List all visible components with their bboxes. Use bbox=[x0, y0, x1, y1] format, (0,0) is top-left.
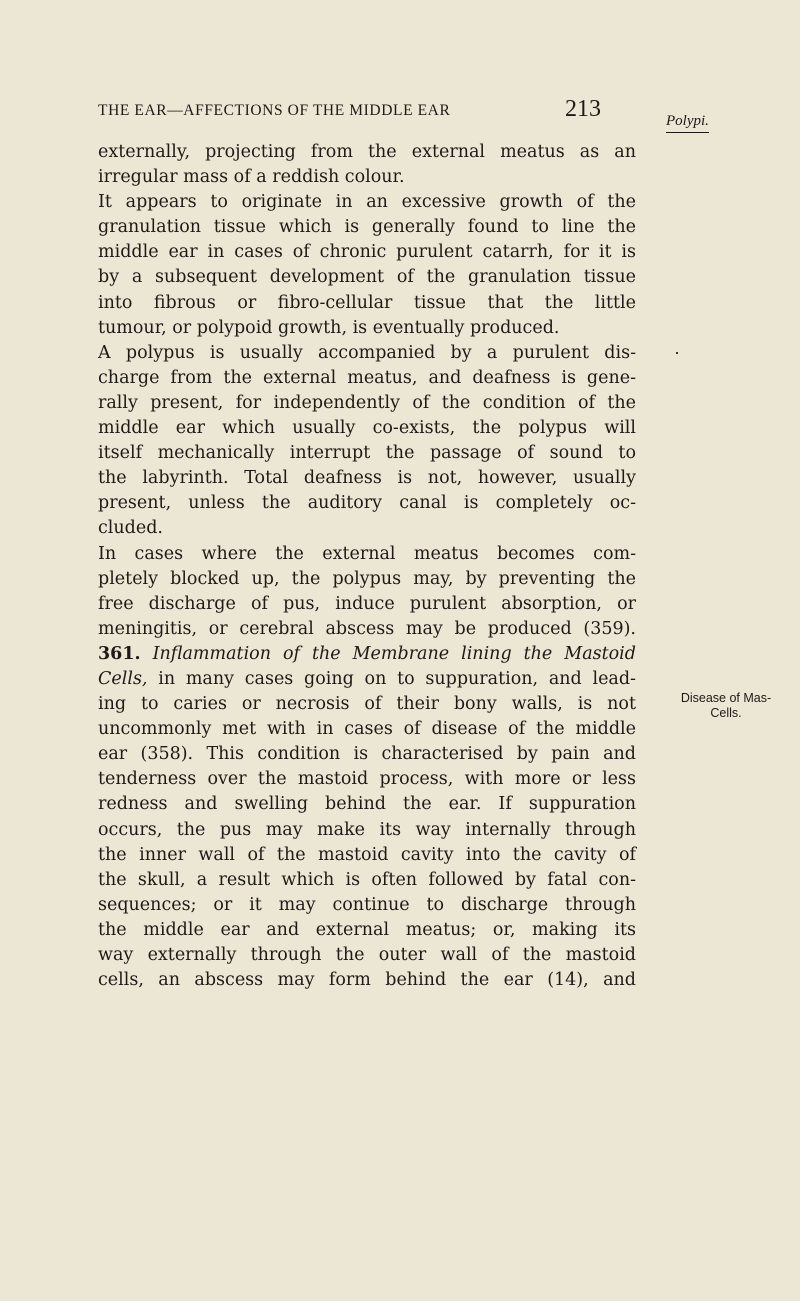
body-text bbox=[98, 140, 636, 993]
running-head: THE EAR—AFFECTIONS OF THE MIDDLE EAR bbox=[98, 102, 451, 119]
page-number: 213 bbox=[565, 96, 601, 122]
text-line: It appears to originate in an excessive growth of the bbox=[98, 192, 636, 213]
text-line: free discharge of pus, induce purulent absorption, or bbox=[98, 593, 636, 614]
text-line: cells, an abscess may form behind the ear (14), and bbox=[98, 970, 636, 991]
side-note-disease-line2: Cells. bbox=[710, 706, 742, 720]
text-line: cluded. bbox=[98, 518, 163, 539]
text-line: externally, projecting from the external meatus as an bbox=[98, 142, 636, 162]
page-header bbox=[98, 102, 604, 120]
text-line: tenderness over the mastoid process, with more or less bbox=[98, 769, 636, 790]
section-title-cont: Cells, bbox=[98, 668, 148, 689]
margin-speck bbox=[676, 352, 678, 354]
text-line: pletely blocked up, the polypus may, by preventing the bbox=[98, 568, 636, 589]
text-line: In cases where the external meatus becomes com- bbox=[98, 543, 636, 564]
text-line: tumour, or polypoid growth, is eventually produced. bbox=[98, 317, 560, 338]
text-line: way externally through the outer wall of the mastoid bbox=[98, 945, 636, 965]
text-line: A polypus is usually accompanied by a purulent dis- bbox=[98, 342, 636, 363]
text-line: sequences; or it may continue to discharge through bbox=[98, 894, 636, 915]
text-line: meningitis, or cerebral abscess may be produced (359). bbox=[98, 618, 636, 639]
text-line: occurs, the pus may make its way internally through bbox=[98, 819, 636, 840]
text-line: ear (358). This condition is characterised by pain and bbox=[98, 744, 636, 765]
text-line: ing to caries or necrosis of their bony walls, is not bbox=[98, 694, 636, 715]
side-note-disease-line1: Disease of Mas- bbox=[680, 691, 772, 705]
side-note-polypi: Polypi. bbox=[666, 113, 709, 133]
text-line: middle ear which usually co-exists, the polypus will bbox=[98, 418, 636, 439]
text-line: uncommonly met with in cases of disease of the middle bbox=[98, 719, 636, 740]
side-note-disease-mastoid bbox=[646, 691, 800, 721]
text-line: by a subsequent development of the granulation tissue bbox=[98, 267, 636, 288]
text-line: rally present, for independently of the condition of the bbox=[98, 392, 636, 413]
section-line bbox=[98, 667, 636, 692]
text-line: the skull, a result which is often followed by fatal con- bbox=[98, 869, 636, 890]
section-line-rest: in many cases going on to suppuration, and lead- bbox=[158, 668, 636, 689]
text-line: the middle ear and external meatus; or, making its bbox=[98, 919, 636, 940]
text-line: charge from the external meatus, and deafness is gene- bbox=[98, 367, 636, 388]
section-number: 361. bbox=[98, 643, 141, 664]
section-heading-line bbox=[98, 642, 636, 667]
text-line: the inner wall of the mastoid cavity into the cavity of bbox=[98, 844, 636, 865]
text-line: redness and swelling behind the ear. If suppuration bbox=[98, 794, 636, 815]
text-line: middle ear in cases of chronic purulent catarrh, for it is bbox=[98, 242, 636, 263]
text-line: itself mechanically interrupt the passage of sound to bbox=[98, 443, 636, 464]
text-line: into fibrous or fibro-cellular tissue that the little bbox=[98, 292, 636, 313]
section-title: Inflammation of the Membrane lining the Mastoid bbox=[152, 643, 636, 664]
text-line: irregular mass of a reddish colour. bbox=[98, 167, 405, 188]
text-line: present, unless the auditory canal is completely oc- bbox=[98, 493, 636, 514]
text-line: the labyrinth. Total deafness is not, however, usually bbox=[98, 468, 636, 489]
text-line: granulation tissue which is generally found to line the bbox=[98, 217, 636, 238]
